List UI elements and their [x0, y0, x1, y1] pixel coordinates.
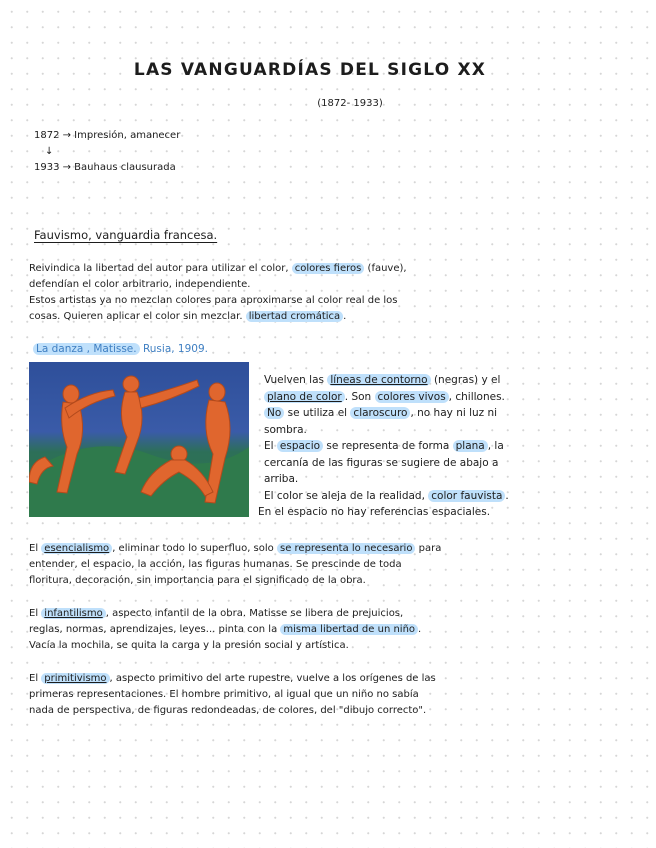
fauvismo-characteristics: [258, 372, 634, 521]
artwork-detail: Rusia, 1909.: [142, 343, 208, 355]
highlight: espacio: [277, 440, 323, 452]
highlight: No: [264, 407, 284, 419]
highlight: libertad cromática: [246, 311, 343, 322]
text-line: primeras representaciones. El hombre primitivo, al igual que un niño no sabía: [29, 689, 419, 700]
text-line: reglas, normas, aprendizajes, leyes... pinta con la misma libertad de un niño .: [29, 624, 422, 635]
highlight: primitivismo: [41, 673, 109, 684]
text-line: Estos artistas ya no mezclan colores para aproximarse al color real de los: [29, 295, 398, 306]
timeline-end: 1933 → Bauhaus clausurada: [34, 162, 176, 173]
text-line: plano de color . Son colores vivos , chillones.: [264, 389, 634, 406]
text-line: entender, el espacio, la acción, las figuras humanas. Se prescinde de toda: [29, 559, 402, 570]
esencialismo-paragraph: [29, 541, 629, 589]
text-line: cosas. Quieren aplicar el color sin mezclar. libertad cromática .: [29, 311, 347, 322]
text-line: defendían el color arbitrario, independiente.: [29, 279, 251, 290]
text-line: El espacio se representa de forma plana , la: [264, 440, 504, 452]
highlight: misma libertad de un niño: [280, 624, 418, 635]
highlight: esencialismo: [41, 543, 112, 554]
highlight: colores vivos: [375, 391, 449, 403]
text-line: El primitivismo , aspecto primitivo del arte rupestre, vuelve a los orígenes de las: [29, 673, 436, 684]
highlight: se representa lo necesario: [277, 543, 415, 554]
highlight: infantilismo: [41, 608, 105, 619]
text-line: El color se aleja de la realidad, color fauvista .: [264, 489, 509, 502]
artwork-caption: [33, 343, 208, 355]
highlight: claroscuro: [350, 407, 410, 419]
painting-image: [29, 362, 249, 517]
text-line: Vuelven las líneas de contorno (negras) y el: [264, 374, 501, 386]
highlight: plana: [453, 440, 488, 452]
fauvismo-paragraph: [29, 261, 629, 325]
text-line: Vacía la mochila, se quita la carga y la presión social y artística.: [29, 640, 349, 651]
primitivismo-paragraph: [29, 671, 629, 719]
arrow-down-icon: ↓: [45, 146, 54, 157]
highlight: líneas de contorno: [327, 374, 430, 386]
section-heading-fauvismo: Fauvismo, vanguardia francesa.: [34, 228, 218, 242]
highlight: colores fieros: [292, 263, 365, 274]
text-line: sombra.: [264, 423, 307, 436]
text-line: floritura, decoración, sin importancia para el significado de la obra.: [29, 575, 366, 586]
text-line: En el espacio no hay referencias espaciales.: [258, 506, 491, 518]
text-line: El esencialismo , eliminar todo lo superfluo, solo se representa lo necesario para: [29, 543, 442, 554]
dance-figures-icon: [29, 362, 249, 517]
text-line: El infantilismo , aspecto infantil de la obra. Matisse se libera de prejuicios,: [29, 608, 404, 619]
text-line: No se utiliza el claroscuro , no hay ni luz ni: [264, 405, 634, 422]
date-range: (1872- 1933): [317, 98, 383, 109]
text-line: Reivindica la libertad del autor para utilizar el color, colores fieros (fauve),: [29, 263, 407, 274]
page-title: LAS VANGUARDÍAS DEL SIGLO XX: [133, 60, 487, 80]
text-line: arriba.: [264, 473, 299, 485]
highlight: color fauvista: [428, 490, 505, 502]
timeline-start: 1872 → Impresión, amanecer: [34, 130, 181, 141]
text-line: cercanía de las figuras se sugiere de abajo a: [264, 456, 499, 469]
highlight: plano de color: [264, 391, 345, 403]
text-line: nada de perspectiva, de figuras redondeadas, de colores, del "dibujo correcto".: [29, 705, 427, 716]
artwork-title: La danza , Matisse.: [33, 343, 140, 355]
infantilismo-paragraph: [29, 606, 629, 654]
